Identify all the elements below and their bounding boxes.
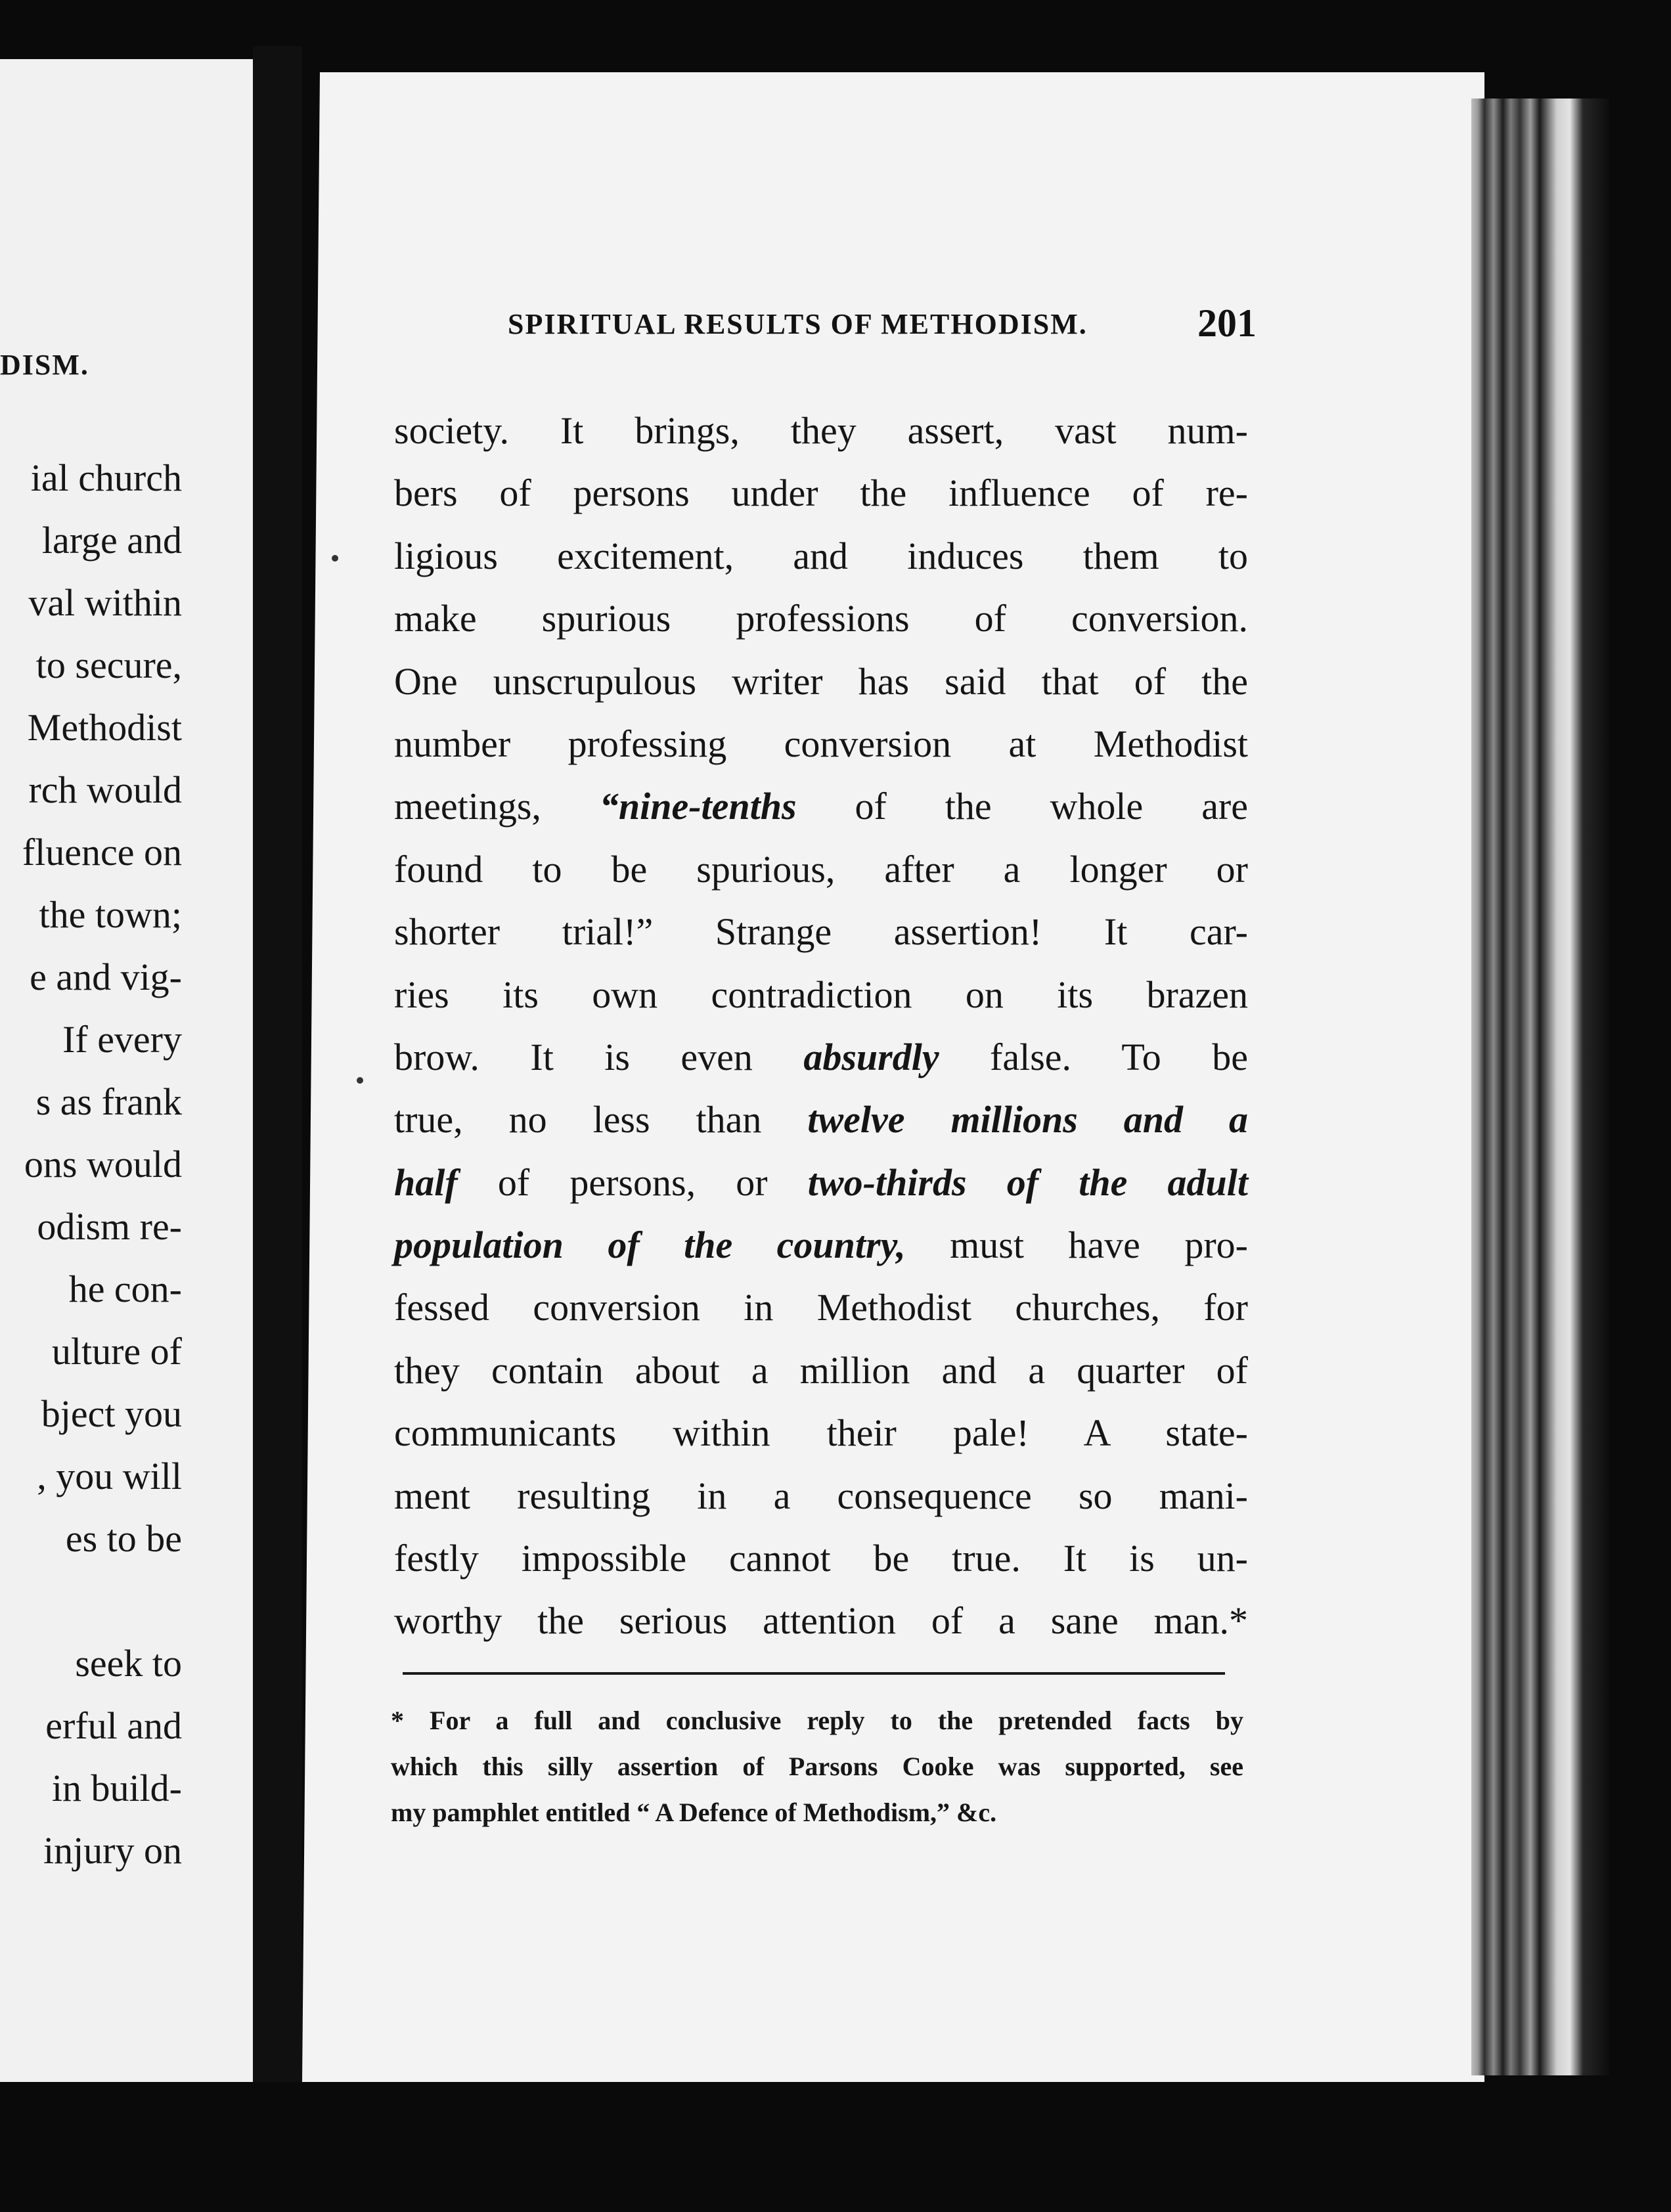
body-line: [394, 1088, 1248, 1151]
body-line: [394, 650, 1248, 713]
body-line: [394, 587, 1248, 650]
facing-page-line: val within: [28, 581, 182, 624]
body-line: [394, 963, 1248, 1026]
text-run: fessed conversion in Methodist churches, for: [394, 1286, 1248, 1329]
body-line: [394, 1276, 1248, 1338]
italic-run: twelve millions and a: [807, 1098, 1248, 1141]
body-line: [394, 399, 1248, 462]
text-run: shorter trial!” Strange assertion! It car-: [394, 910, 1248, 954]
body-line: [394, 900, 1248, 963]
facing-page-line: injury on: [43, 1829, 182, 1872]
italic-run: two-thirds of the adult: [807, 1161, 1248, 1204]
text-run: society. It brings, they assert, vast num-: [394, 409, 1248, 452]
facing-page-line: s as frank: [35, 1080, 182, 1123]
body-line: [394, 1465, 1248, 1527]
footnote-line: my pamphlet entitled “ A Defence of Methodism,” &c.: [391, 1798, 997, 1827]
facing-page-line: ulture of: [51, 1330, 182, 1373]
facing-page-line: fluence on: [22, 831, 182, 874]
text-run: brow. It is even: [394, 1035, 804, 1078]
body-line: [394, 1527, 1248, 1589]
text-run: communicants within their pale! A state-: [394, 1411, 1248, 1455]
text-run: ligious excitement, and induces them to: [394, 534, 1248, 577]
facing-page-line: odism re-: [37, 1205, 182, 1248]
facing-page-line: ial church: [30, 456, 182, 499]
facing-page-line: rch would: [28, 768, 182, 811]
text-run: ries its own contradiction on its brazen: [394, 973, 1248, 1016]
facing-page-line: the town;: [39, 893, 182, 936]
text-run: they contain about a million and a quarter of: [394, 1348, 1248, 1392]
facing-page-line: to secure,: [35, 644, 182, 686]
facing-page-running-head: DISM.: [0, 349, 89, 381]
body-line: [394, 462, 1248, 524]
text-run: One unscrupulous writer has said that of the: [394, 659, 1248, 703]
body-line: [394, 838, 1248, 900]
footnote: [391, 1698, 1243, 1836]
facing-page-line: , you will: [37, 1455, 182, 1497]
facing-page-fragment: [0, 59, 253, 2082]
page-edges: [1471, 99, 1609, 2075]
footnote-line: which this silly assertion of Parsons Cooke was supported, see: [391, 1752, 1243, 1781]
book-gutter: [253, 46, 302, 2082]
scan-speck: [357, 1077, 363, 1084]
body-line: [394, 1589, 1248, 1652]
facing-page-line: es to be: [65, 1517, 182, 1560]
running-head: [508, 302, 1257, 348]
footnote-line: * For a full and conclusive reply to the pretended facts by: [391, 1706, 1243, 1735]
facing-page-line: seek to: [75, 1642, 182, 1685]
page-number: 201: [1197, 301, 1257, 345]
scan-speck: [332, 555, 338, 562]
body-line: [394, 1151, 1248, 1214]
text-run: worthy the serious attention of a sane man.*: [394, 1599, 1248, 1643]
text-run: meetings,: [394, 785, 600, 828]
text-run: of the whole are: [796, 785, 1248, 828]
italic-run: “nine-tenths: [599, 785, 797, 828]
facing-page-text: [22, 447, 182, 1882]
text-run: of persons, or: [457, 1161, 808, 1204]
text-run: found to be spurious, after a longer or: [394, 847, 1248, 891]
text-run: ment resulting in a consequence so mani-: [394, 1474, 1248, 1517]
body-line: [394, 1026, 1248, 1088]
italic-run: population of the country,: [394, 1224, 906, 1267]
facing-page-line: If every: [62, 1018, 182, 1061]
text-run: number professing conversion at Methodist: [394, 722, 1248, 765]
facing-page-line: [22, 1570, 182, 1632]
running-head-title: SPIRITUAL RESULTS OF METHODISM.: [508, 308, 1088, 340]
body-line: [394, 775, 1248, 837]
body-line: [394, 713, 1248, 775]
facing-page-line: in build-: [51, 1767, 182, 1809]
text-run: must have pro-: [905, 1224, 1248, 1267]
facing-page-line: he con-: [68, 1268, 182, 1310]
text-run: bers of persons under the influence of re-: [394, 472, 1248, 515]
body-line: [394, 1339, 1248, 1402]
text-run: festly impossible cannot be true. It is un-: [394, 1537, 1248, 1580]
facing-page-line: ons would: [24, 1143, 182, 1185]
facing-page-line: e and vig-: [30, 956, 182, 998]
facing-page-line: erful and: [45, 1704, 182, 1747]
italic-run: absurdly: [803, 1035, 939, 1078]
body-line: [394, 1402, 1248, 1464]
body-line: [394, 1214, 1248, 1276]
facing-page-line: bject you: [41, 1392, 182, 1435]
text-run: make spurious professions of conversion.: [394, 597, 1248, 640]
facing-page-line: Methodist: [27, 706, 182, 749]
text-run: true, no less than: [394, 1098, 808, 1141]
text-run: false. To be: [939, 1035, 1248, 1078]
body-line: [394, 525, 1248, 587]
italic-run: half: [394, 1161, 458, 1204]
footnote-rule: [403, 1672, 1225, 1675]
facing-page-line: large and: [41, 519, 182, 562]
body-text: [394, 399, 1248, 1652]
